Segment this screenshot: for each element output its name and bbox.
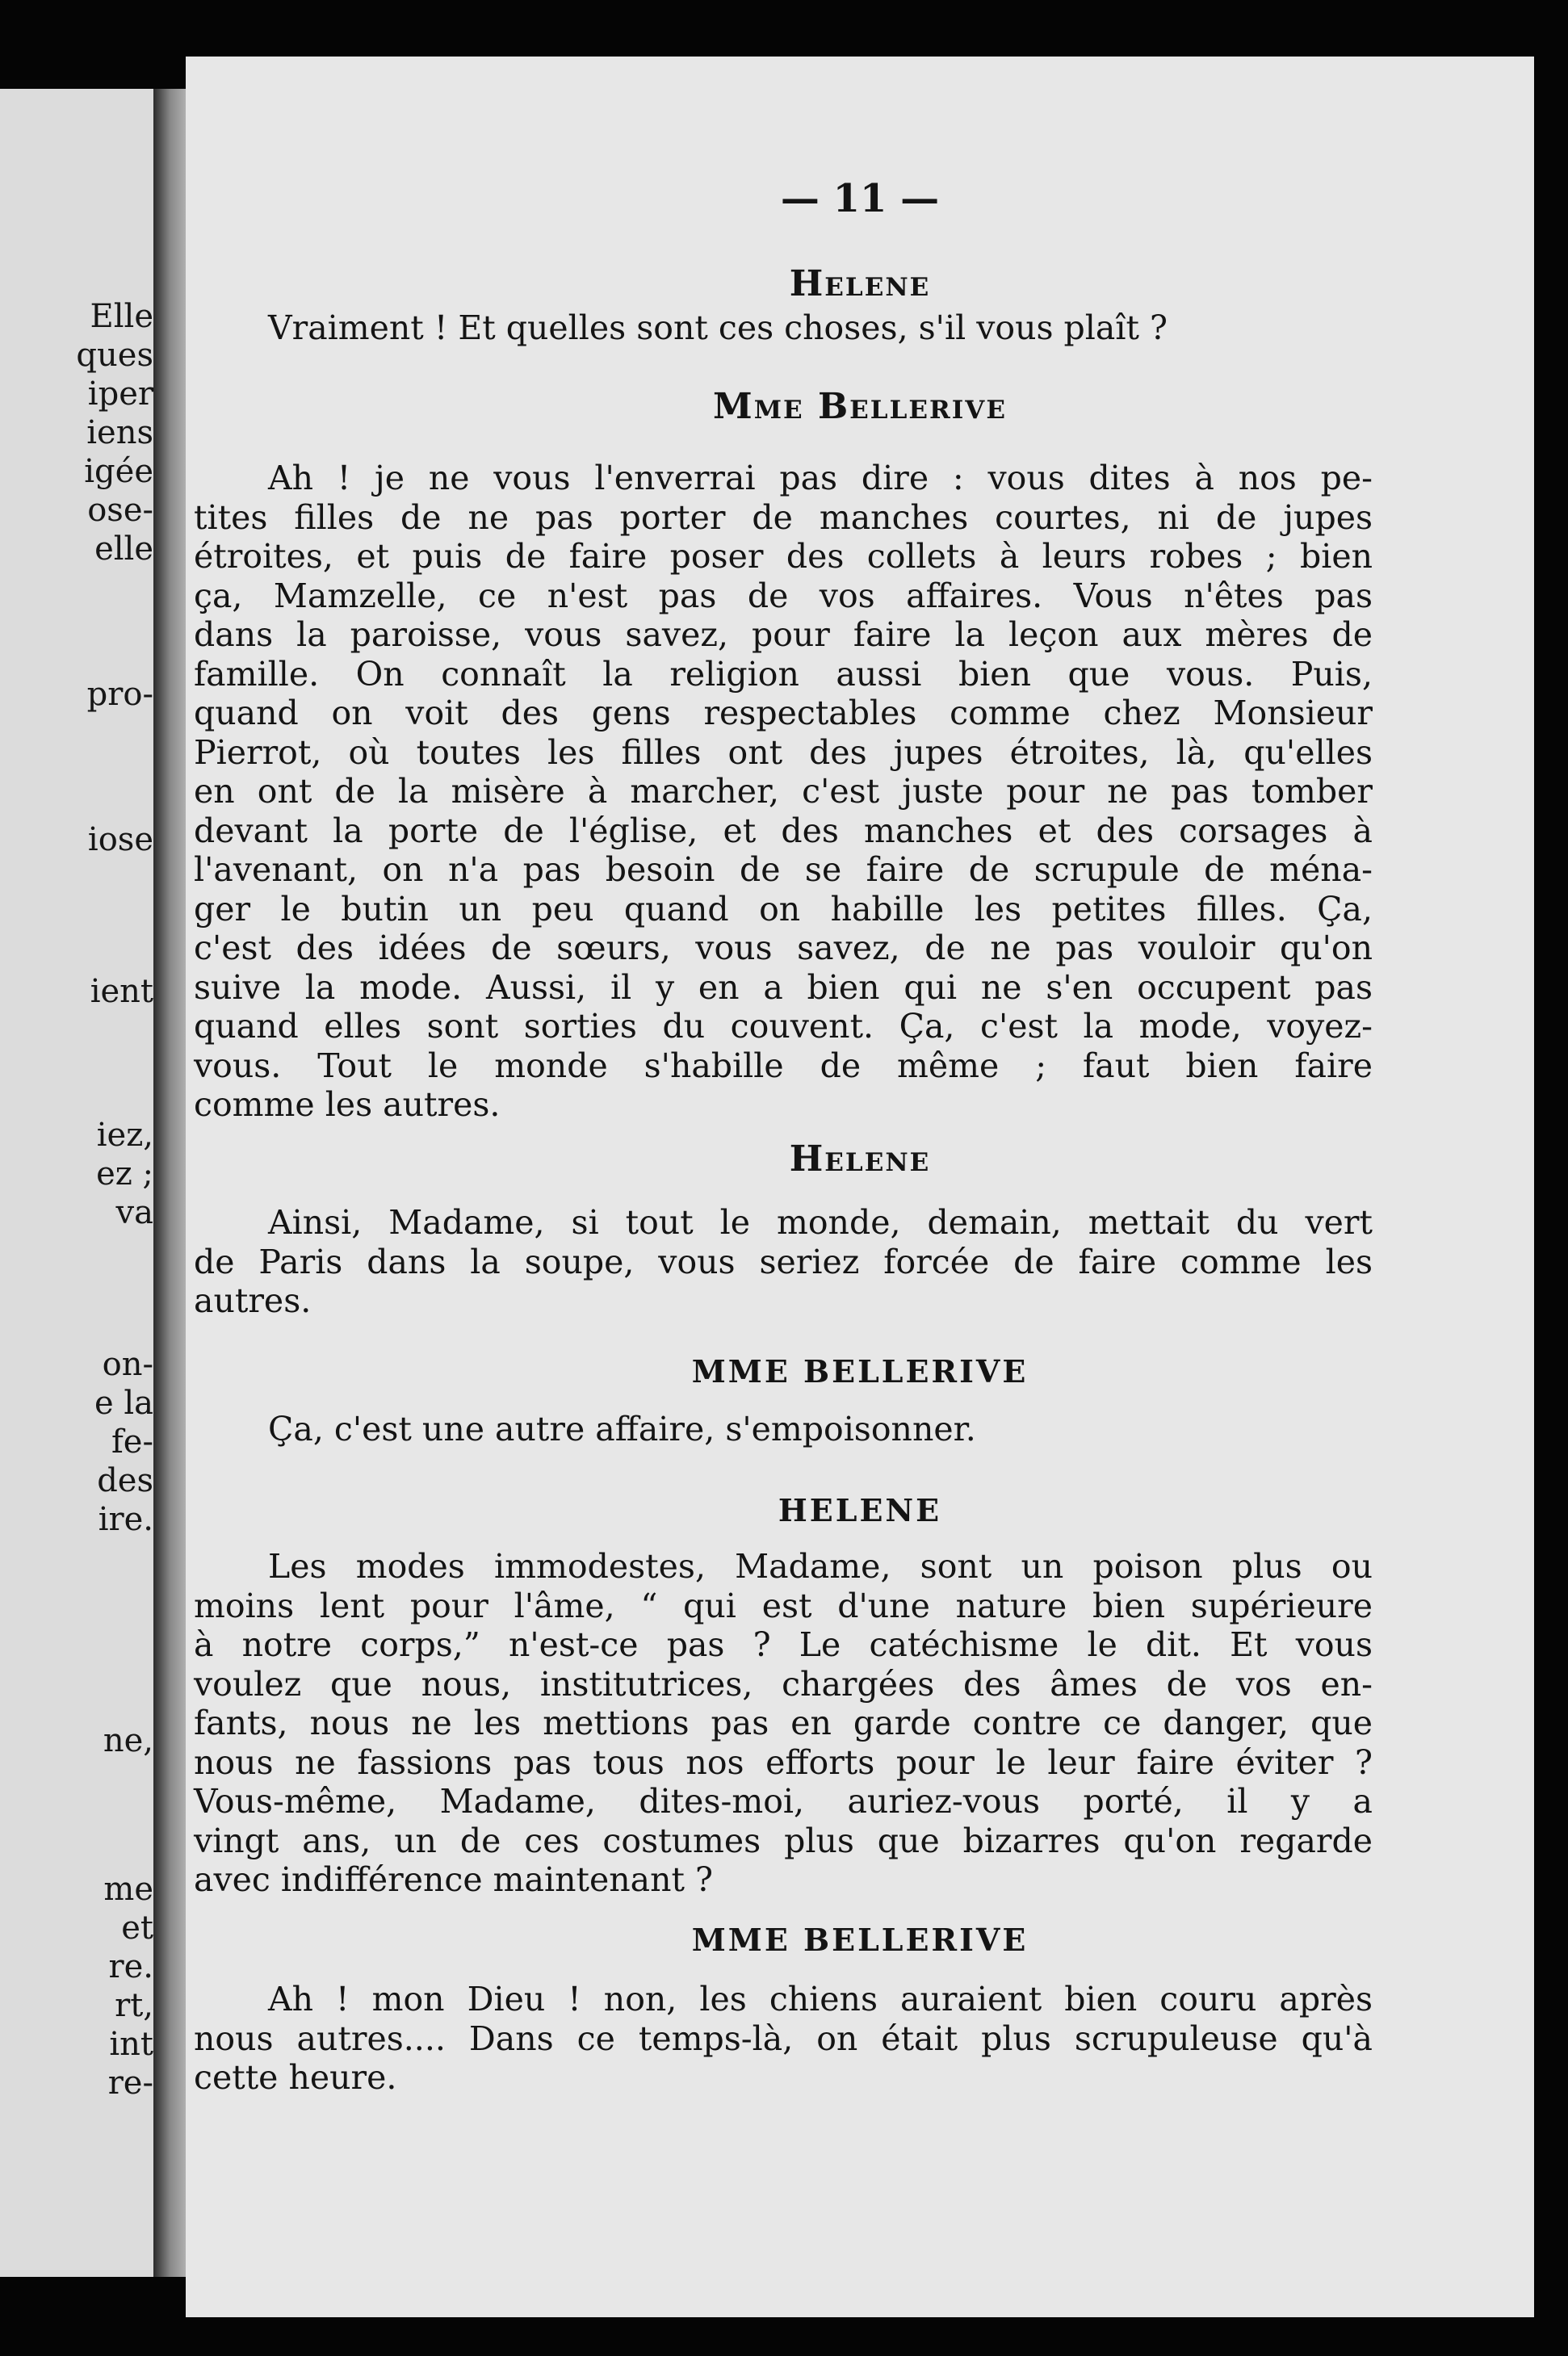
text-line: quand elles sont sorties du couvent. Ça, c'est la mode, voyez- [194,1007,1373,1046]
text-line: Ah ! mon Dieu ! non, les chiens auraient bien couru après [268,1980,1373,2019]
previous-page-fragment: iens [86,414,153,451]
text-line: nous ne fassions pas tous nos efforts pour le leur faire éviter ? [194,1742,1373,1782]
text-line: autres. [194,1281,312,1320]
speaker-name: HELENE [778,1492,942,1528]
book-page [186,57,1534,2317]
text-line: l'avenant, on n'a pas besoin de se faire de scrupule de ména- [194,850,1373,889]
speaker-name: Helene [789,263,931,304]
text-line: vingt ans, un de ces costumes plus que bizarres qu'on regarde [194,1821,1373,1860]
previous-page-fragment: ques [76,337,153,374]
previous-page-fragment: on- [102,1346,153,1383]
text-line: Ainsi, Madame, si tout le monde, demain, mettait du vert [268,1203,1373,1242]
text-line: Les modes immodestes, Madame, sont un poison plus ou [268,1547,1373,1586]
previous-page-fragment: des [97,1462,153,1499]
previous-page-fragment: ose- [87,492,153,529]
previous-page-fragment: int [109,2026,153,2063]
page-number: — 11 — [780,176,940,221]
previous-page-fragment: re. [108,1948,153,1985]
text-line: moins lent pour l'âme, “ qui est d'une nature bien supérieure [194,1586,1373,1625]
speaker-name: MME BELLERIVE [691,1353,1029,1390]
previous-page-fragment: ez ; [96,1155,153,1193]
text-line: de Paris dans la soupe, vous seriez forcée de faire comme les [194,1242,1373,1281]
text-line: famille. On connaît la religion aussi bien que vous. Puis, [194,654,1373,694]
dialogue-paragraph [194,1547,1373,1900]
previous-page-fragment: iose [87,821,153,858]
previous-page-fragment: ient [90,973,153,1010]
previous-page-fragment: re- [107,2065,153,2102]
dialogue-paragraph [194,1203,1373,1321]
previous-page-fragment: ire. [98,1501,153,1538]
text-line: c'est des idées de sœurs, vous savez, de ne pas vouloir qu'on [194,929,1373,967]
text-line: dans la paroisse, vous savez, pour faire la leçon aux mères de [194,615,1373,654]
text-line: avec indifférence maintenant ? [194,1860,713,1899]
text-line: cette heure. [194,2058,397,2097]
previous-page-fragment: e la [94,1385,153,1422]
text-line: fants, nous ne les mettions pas en garde contre ce danger, que [194,1704,1373,1742]
previous-page-edge [0,89,161,2277]
previous-page-fragment: elle [94,530,153,568]
previous-page-fragment: rt, [115,1987,153,2024]
text-line: étroites, et puis de faire poser des collets à leurs robes ; bien [194,537,1373,576]
text-line: à notre corps,” n'est-ce pas ? Le catéchisme le dit. Et vous [194,1625,1373,1664]
text-line: Pierrot, où toutes les filles ont des jupes étroites, là, qu'elles [194,732,1373,772]
dialogue-paragraph [194,459,1373,1125]
speaker-name: Helene [789,1138,931,1180]
text-line: Vous-même, Madame, dites-moi, auriez-vous porté, il y a [194,1782,1373,1821]
previous-page-fragment: pro- [86,676,153,713]
previous-page-fragment: va [115,1194,153,1231]
text-line: comme les autres. [194,1085,501,1124]
text-line: nous autres.... Dans ce temps-là, on était plus scrupuleuse qu'à [194,2019,1373,2058]
text-line: quand on voit des gens respectables comme chez Monsieur [194,694,1373,732]
text-line: en ont de la misère à marcher, c'est juste pour ne pas tomber [194,772,1373,811]
dialogue-paragraph [194,1980,1373,2098]
previous-page-fragment: et [121,1910,153,1947]
previous-page-fragment: Elle [90,298,153,335]
text-line: tites filles de ne pas porter de manches courtes, ni de jupes [194,497,1373,537]
text-line: vous. Tout le monde s'habille de même ; faut bien faire [194,1046,1373,1085]
dialogue-paragraph [194,1410,1373,1449]
previous-page-fragment: iper [87,375,153,413]
text-line: voulez que nous, institutrices, chargées des âmes de vos en- [194,1664,1373,1704]
speaker-name: MME BELLERIVE [691,1922,1029,1958]
text-line: ger le butin un peu quand on habille les petites filles. Ça, [194,889,1373,929]
text-line: devant la porte de l'église, et des manches et des corsages à [194,811,1373,850]
previous-page-fragment: ne, [103,1722,153,1759]
dialogue-paragraph [194,308,1373,348]
previous-page-fragment: me [103,1871,153,1908]
previous-page-fragment: iez, [96,1117,153,1154]
previous-page-fragment: fe- [111,1423,153,1461]
text-line: Vraiment ! Et quelles sont ces choses, s'il vous plaît ? [268,308,1168,347]
previous-page-fragment: igée [84,453,153,490]
text-line: suive la mode. Aussi, il y en a bien qui ne s'en occupent pas [194,967,1373,1007]
speaker-name: Mme Bellerive [713,386,1007,427]
text-line: Ah ! je ne vous l'enverrai pas dire : vous dites à nos pe- [268,459,1373,497]
text-line: Ça, c'est une autre affaire, s'empoisonner. [268,1410,976,1448]
text-line: ça, Mamzelle, ce n'est pas de vos affaires. Vous n'êtes pas [194,576,1373,615]
